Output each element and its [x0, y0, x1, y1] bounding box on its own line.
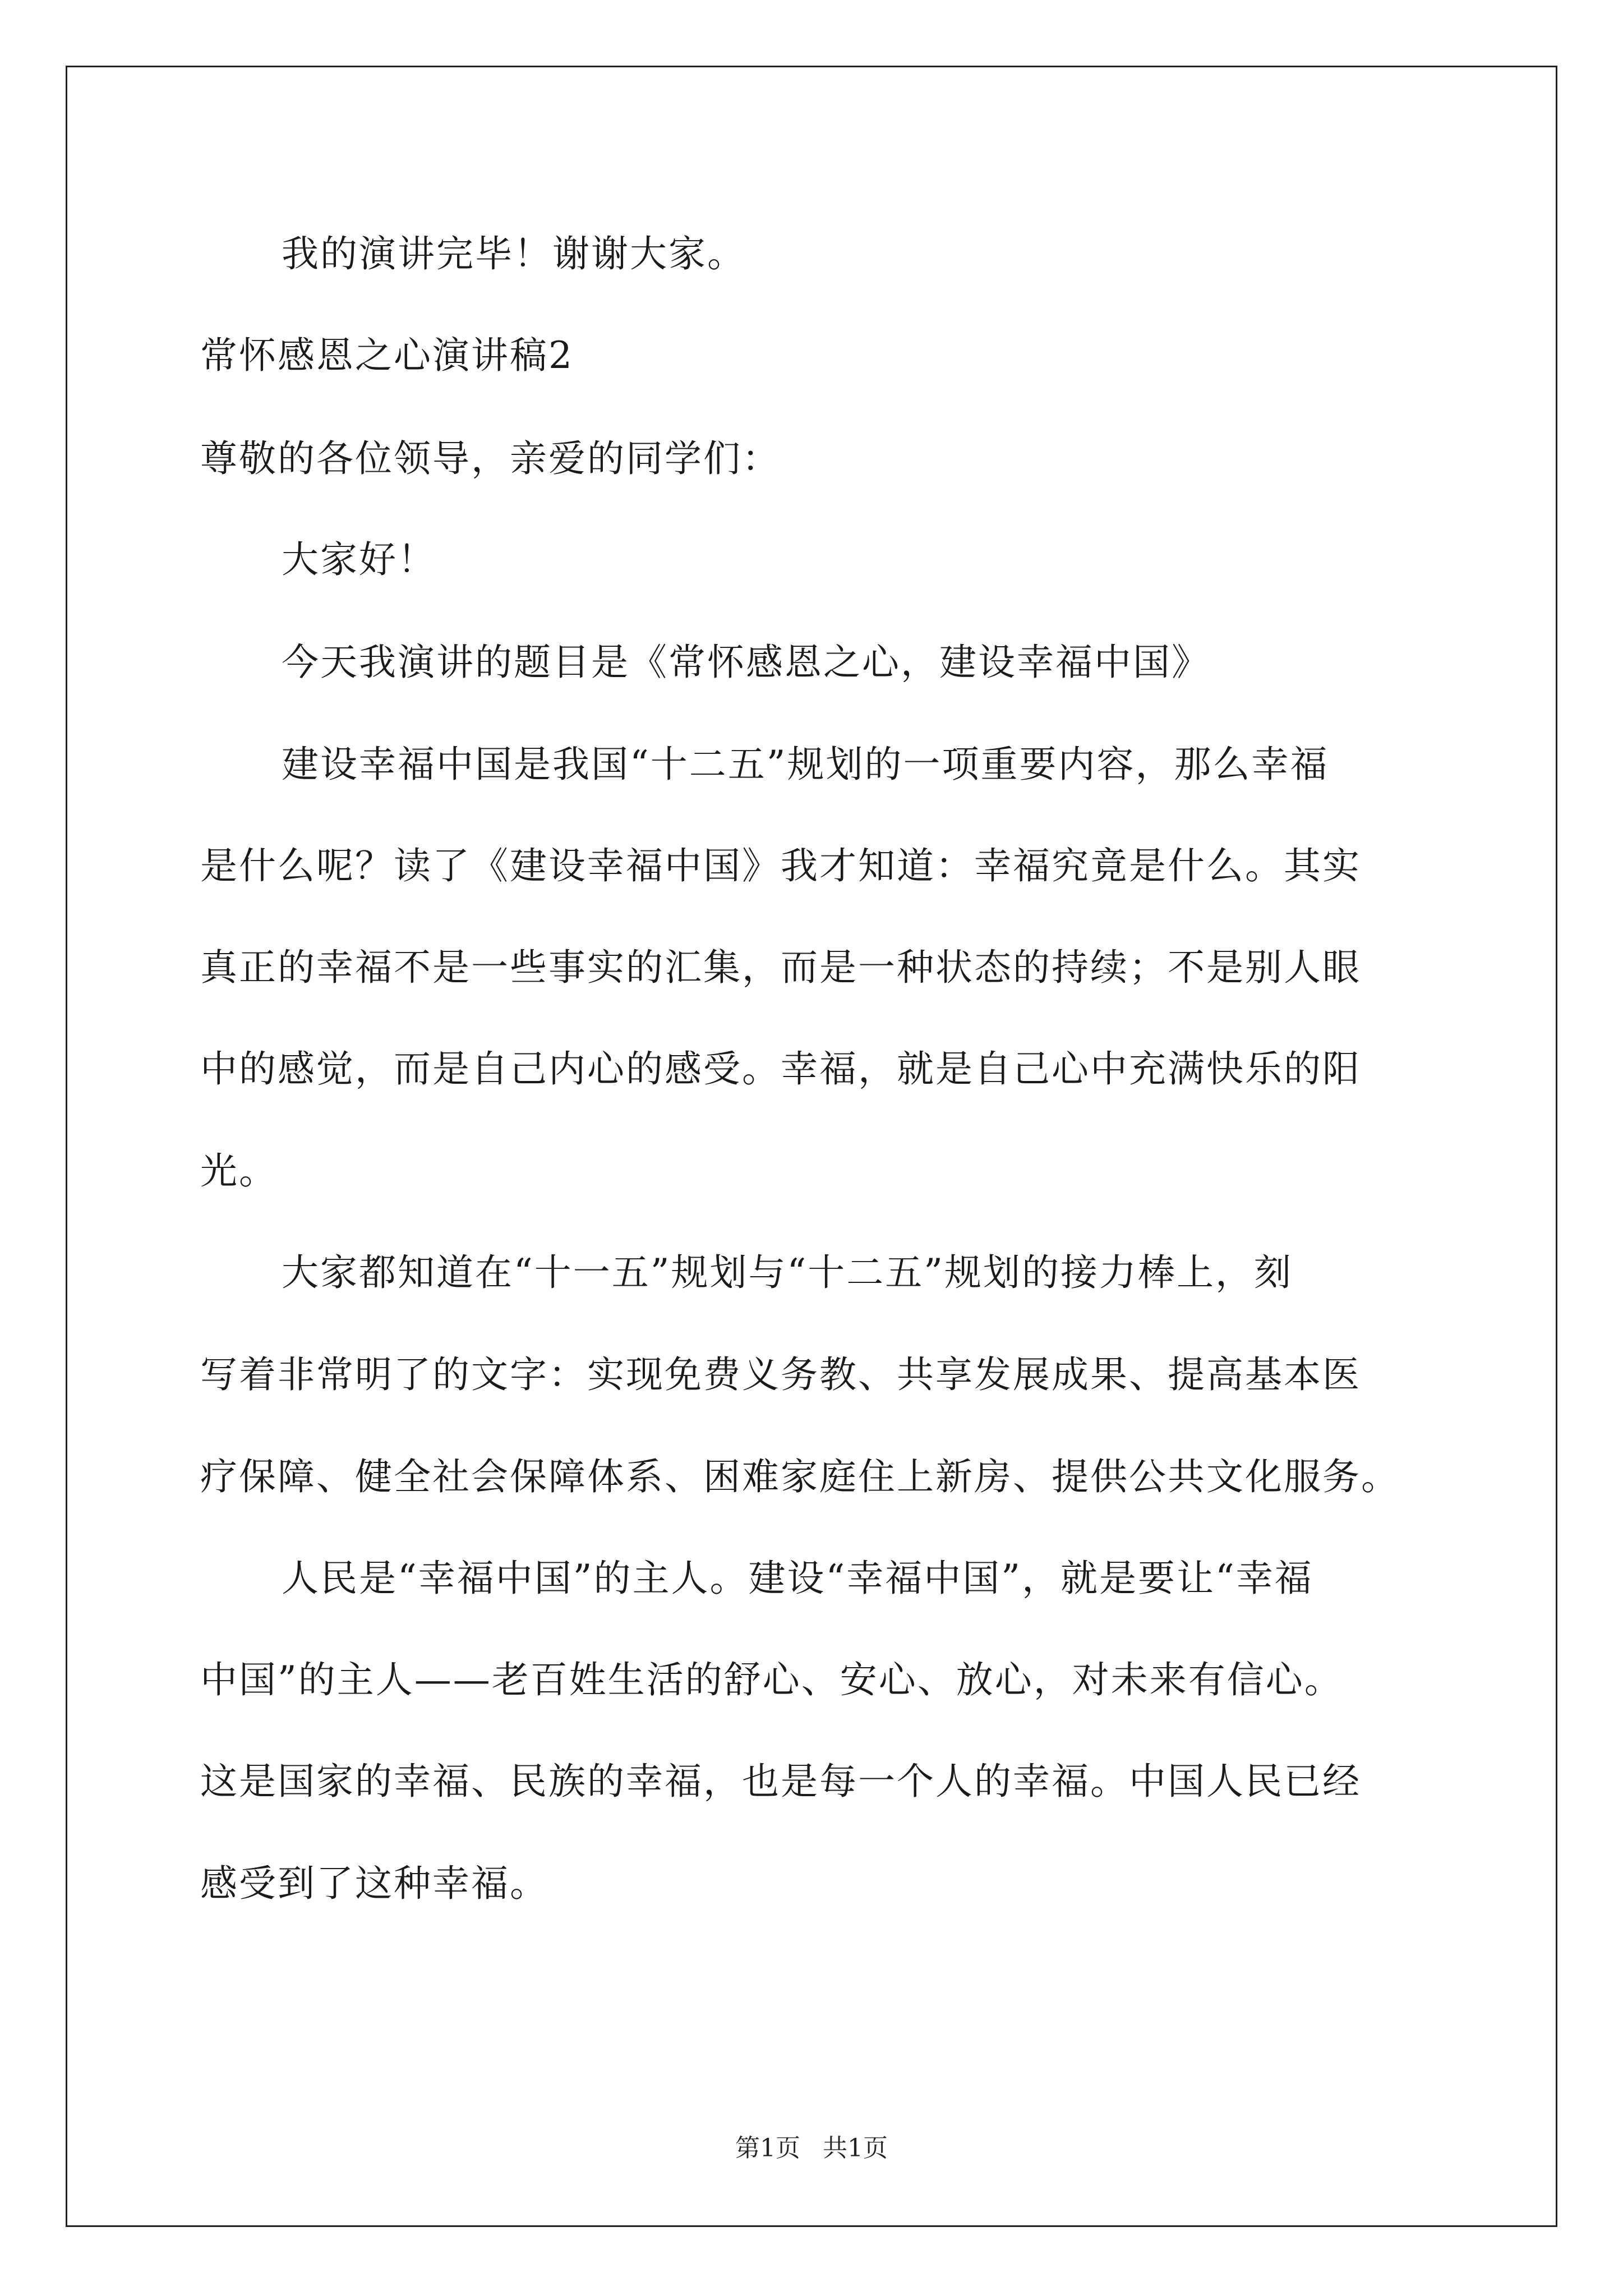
paragraph-3-line-3: 这是国家的幸福、民族的幸福，也是每一个人的幸福。中国人民已经	[200, 1760, 1361, 1803]
page-total: 共1页	[823, 2134, 888, 2162]
paragraph-3-line-1: 人民是“幸福中国”的主人。建设“幸福中国”，就是要让“幸福	[282, 1557, 1313, 1600]
paragraph-3-line-4: 感受到了这种幸福。	[200, 1862, 548, 1905]
paragraph-2-line-1: 大家都知道在“十一五”规划与“十二五”规划的接力棒上，刻	[282, 1251, 1293, 1294]
page-number: 第1页	[735, 2134, 800, 2162]
paragraph-3-line-2: 中国”的主人——老百姓生活的舒心、安心、放心，对未来有信心。	[200, 1658, 1343, 1701]
page-footer	[0, 2136, 1623, 2161]
paragraph-1-line-5: 光。	[200, 1149, 278, 1193]
paragraph-2-line-2: 写着非常明了的文字：实现免费义务教、共享发展成果、提高基本医	[200, 1353, 1361, 1396]
paragraph-1-line-2: 是什么呢？读了《建设幸福中国》我才知道：幸福究竟是什么。其实	[200, 844, 1361, 887]
paragraph-2-line-3: 疗保障、健全社会保障体系、困难家庭住上新房、提供公共文化服务。	[200, 1455, 1400, 1498]
salutation: 尊敬的各位领导，亲爱的同学们：	[200, 437, 781, 480]
paragraph-1-line-4: 中的感觉，而是自己内心的感受。幸福，就是自己心中充满快乐的阳	[200, 1047, 1361, 1091]
paragraph-1-line-3: 真正的幸福不是一些事实的汇集，而是一种状态的持续；不是别人眼	[200, 946, 1361, 989]
section-title: 常怀感恩之心演讲稿2	[200, 334, 574, 377]
greeting: 大家好！	[282, 538, 436, 581]
closing-line: 我的演讲完毕！谢谢大家。	[282, 232, 746, 275]
paragraph-1-line-1: 建设幸福中国是我国“十二五”规划的一项重要内容，那么幸福	[282, 743, 1329, 786]
topic-line: 今天我演讲的题目是《常怀感恩之心，建设幸福中国》	[282, 641, 1210, 684]
